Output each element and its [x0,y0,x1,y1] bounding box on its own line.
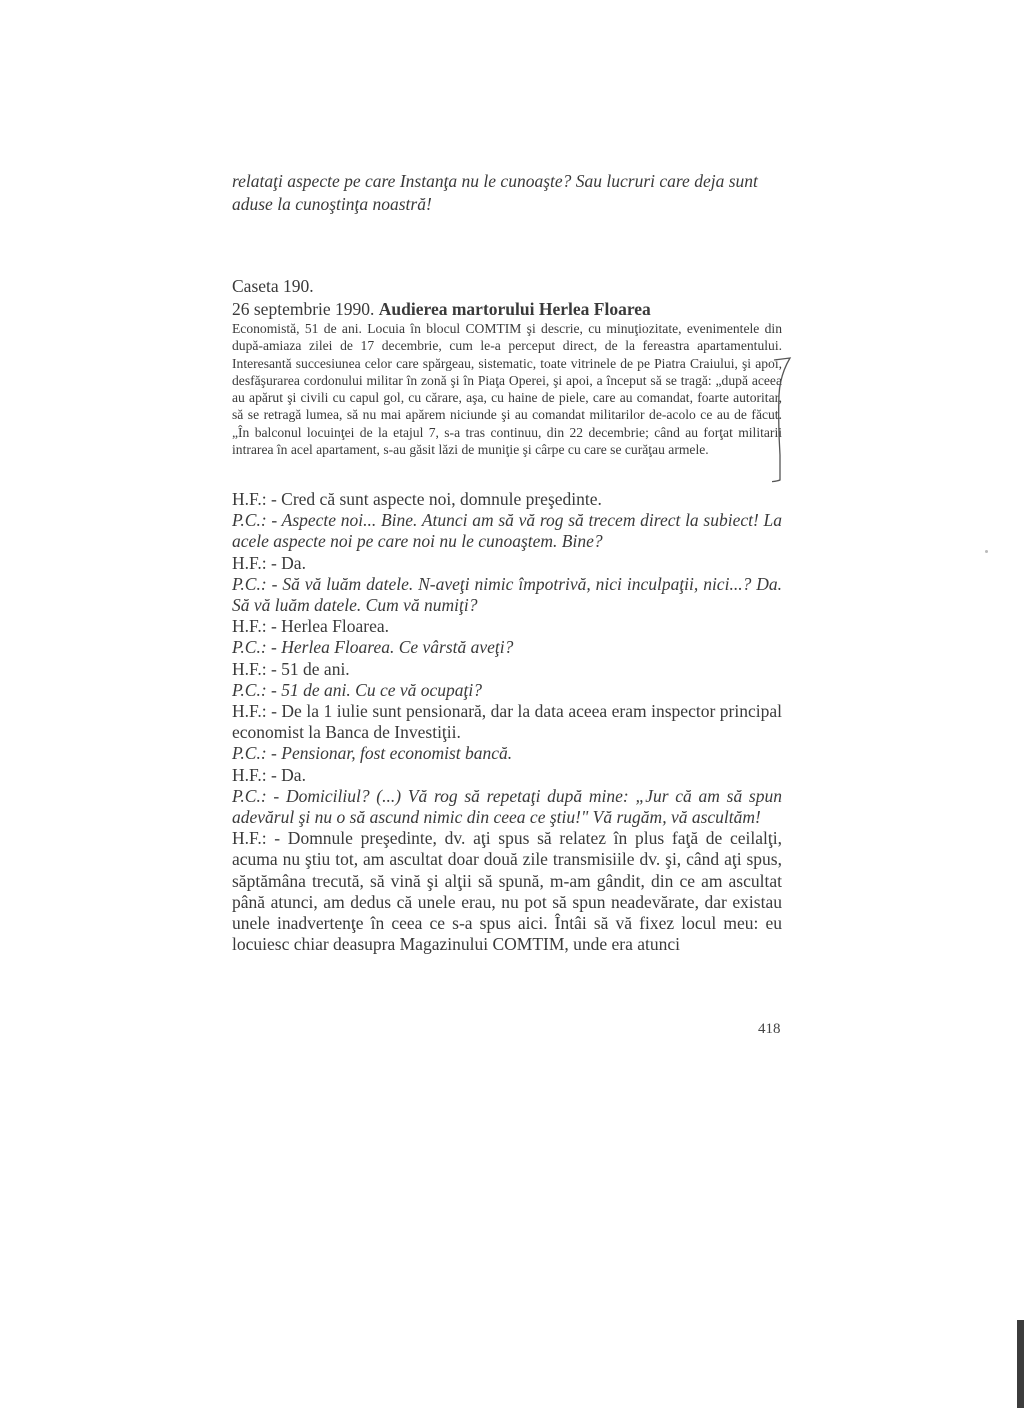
dialogue-line: P.C.: - Aspecte noi... Bine. Atunci am să vă rog să trecem direct la subiect! La acele aspecte noi pe care noi nu le cunoaştem. Bine? [232,510,782,552]
caseta-title: Audierea martorului Herlea Floarea [378,299,651,319]
dialogue-transcript [232,489,782,955]
handwritten-bracket-mark [772,355,832,490]
dialogue-line: H.F.: - Cred că sunt aspecte noi, domnule preşedinte. [232,489,602,509]
caseta-heading [232,298,782,320]
page-number: 418 [758,1021,781,1037]
dialogue-line: H.F.: - De la 1 iulie sunt pensionară, dar la data aceea eram inspector principal economist la Banca de Investiţii. [232,701,782,743]
dialogue-line: H.F.: - 51 de ani. [232,658,350,679]
caseta-date: 26 septembrie 1990. [232,299,375,319]
scan-edge-bar [1017,1320,1024,1408]
caseta-label: Caseta 190. [232,276,314,296]
dialogue-line: P.C.: - Să vă luăm datele. N-aveţi nimic împotrivă, nici inculpaţii, nici...? Da. Să vă luăm datele. Cum vă numiţi? [232,573,782,616]
dialogue-line: P.C.: - Herlea Floarea. Ce vârstă aveţi? [232,637,514,658]
dialogue-line: P.C.: - 51 de ani. Cu ce vă ocupaţi? [232,679,482,700]
dialogue-line: H.F.: - Herlea Floarea. [232,616,390,637]
dialogue-line: H.F.: - Domnule preşedinte, dv. aţi spus să relatez în plus faţă de ceilalţi, acuma nu ştiu tot, am ascultat doar două zile transmisiile dv. şi, când aţi spus, săptămâna trecută, să vină şi alţii să spună, m-am gândit, din ce am ascultat până atunci, am dedus că unele erau, nu pot să spun neadevărate, dar existau unele inadvertenţe în ceea ce s-a spus aici. Întâi să vă fixez locul meu: eu locuiesc chiar deasupra Magazinului COMTIM, unde era atunci [232,828,782,955]
intro-text: relataţi aspecte pe care Instanţa nu le cunoaşte? Sau lucruri care deja sunt aduse la cunoştinţa noastră! [232,171,758,214]
dialogue-line: P.C.: - Pensionar, fost economist bancă. [232,743,513,764]
dialogue-line: H.F.: - Da. [232,764,306,785]
dialogue-line: H.F.: - Da. [232,552,306,573]
scan-speck [985,550,988,553]
dialogue-line: P.C.: - Domiciliul? (...) Vă rog să repetaţi după mine: „Jur că am să spun adevărul şi nu o să ascund nimic din ceea ce ştiu!" Vă rugăm, vă ascultăm! [232,785,782,828]
intro-paragraph [232,170,782,216]
caseta-summary: Economistă, 51 de ani. Locuia în blocul COMTIM şi descrie, cu minuţiozitate, evenimentele din după-amiaza zilei de 17 decembrie, cum le-a perceput direct, de la fereastra apartamentului. Interesantă succesiunea celor care spărgeau, sistematic, toate vitrinele de pe Piatra Craiului, şi apoi, desfăşurarea cordonului militar în zonă şi în Piaţa Operei, şi apoi, a început să se tragă: „după aceea au apărut şi civili cu capul gol, cu cărare, aşa, cu haine de piele, care au comandat, foarte autoritar, să se retragă lumea, să nu mai apărem niciunde şi au comandat militarilor de-acolo ce au de făcut. „În balconul locuinţei de la etajul 7, s-a tras continuu, din 22 decembrie; când au forţat militarii intrarea în acel apartament, s-au găsit lăzi de muniţie şi cârpe cu care se curăţau armele. [232,321,782,458]
caseta-section [232,275,782,458]
